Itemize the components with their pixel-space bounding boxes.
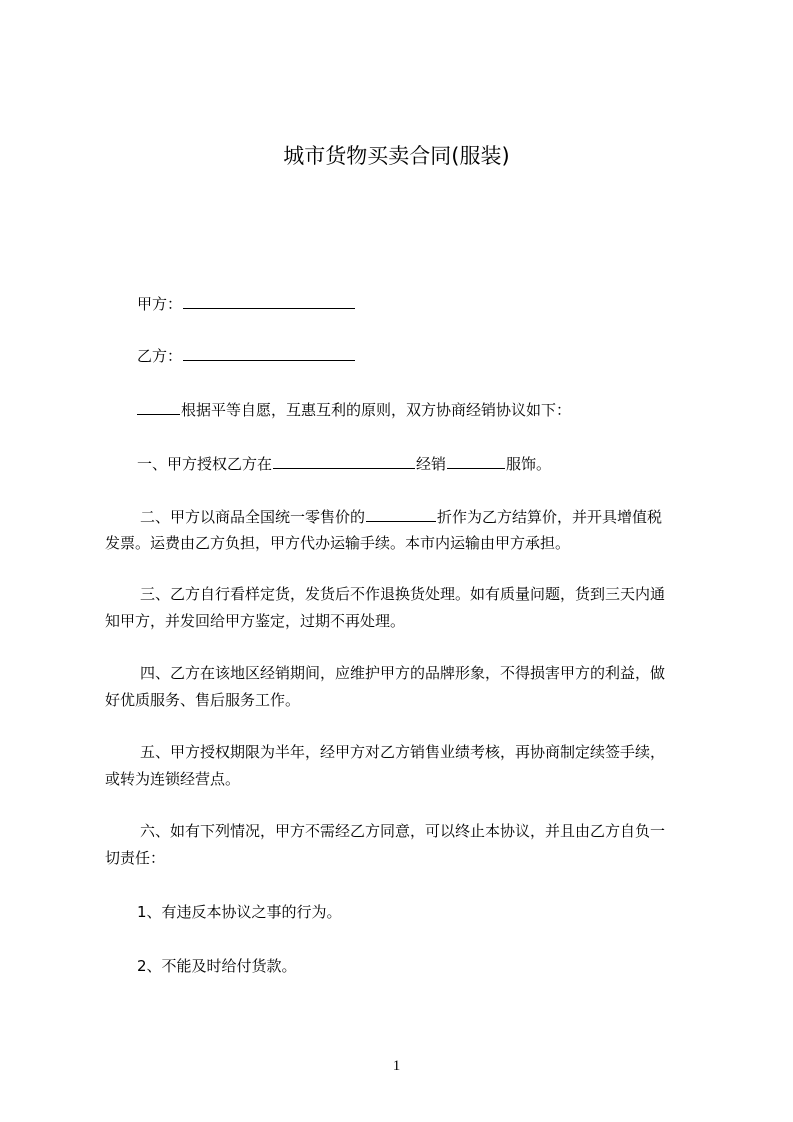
clause-1-part1: 一、甲方授权乙方在 [137,455,273,473]
clause-6-line-2: 切责任： [105,849,166,867]
clause-6-line-1: 六、如有下列情况，甲方不需经乙方同意，可以终止本协议，并且由乙方自负一 [140,822,666,840]
party-a-line [137,293,356,314]
page-number: 1 [392,1058,401,1074]
party-b-label: 乙方： [137,347,183,365]
intro-blank [137,399,180,415]
clause-3-line-2: 知甲方，并发回给甲方鉴定，过期不再处理。 [105,612,406,630]
document-title: 城市货物买卖合同(服装) [283,144,510,168]
clause-1-part3: 服饰。 [506,455,552,473]
clause-5-line-2: 或转为连锁经营点。 [105,770,241,788]
list-item-2: 2、不能及时给付货款。 [137,957,297,975]
clause-3-line-1: 三、乙方自行看样定货，发货后不作退换货处理。如有质量问题，货到三天内通 [140,585,666,603]
clause-4-line-2: 好优质服务、售后服务工作。 [105,691,301,709]
clause-2-discount-blank [366,506,436,522]
party-a-blank [183,293,355,309]
clause-1-part2: 经销 [416,455,447,473]
clause-2-line-2: 发票。运费由乙方负担，甲方代办运输手续。本市内运输由甲方承担。 [105,534,571,552]
clause-1-location-blank [273,453,415,469]
party-a-label: 甲方： [137,295,183,313]
intro-text: 根据平等自愿，互惠互利的原则，双方协商经销协议如下： [181,401,572,419]
clause-2-part1: 二、甲方以商品全国统一零售价的 [140,508,366,526]
clause-1 [137,453,551,474]
intro-line [137,399,571,420]
party-b-blank [183,345,355,361]
party-b-line [137,345,356,366]
clause-1-brand-blank [447,453,505,469]
clause-4-line-1: 四、乙方在该地区经销期间，应维护甲方的品牌形象，不得损害甲方的利益，做 [140,664,666,682]
clause-2-line-1 [140,506,662,527]
clause-2-part2: 折作为乙方结算价，并开具增值税 [437,508,663,526]
clause-5-line-1: 五、甲方授权期限为半年，经甲方对乙方销售业绩考核，再协商制定续签手续， [140,743,666,761]
list-item-1: 1、有违反本协议之事的行为。 [137,903,342,921]
